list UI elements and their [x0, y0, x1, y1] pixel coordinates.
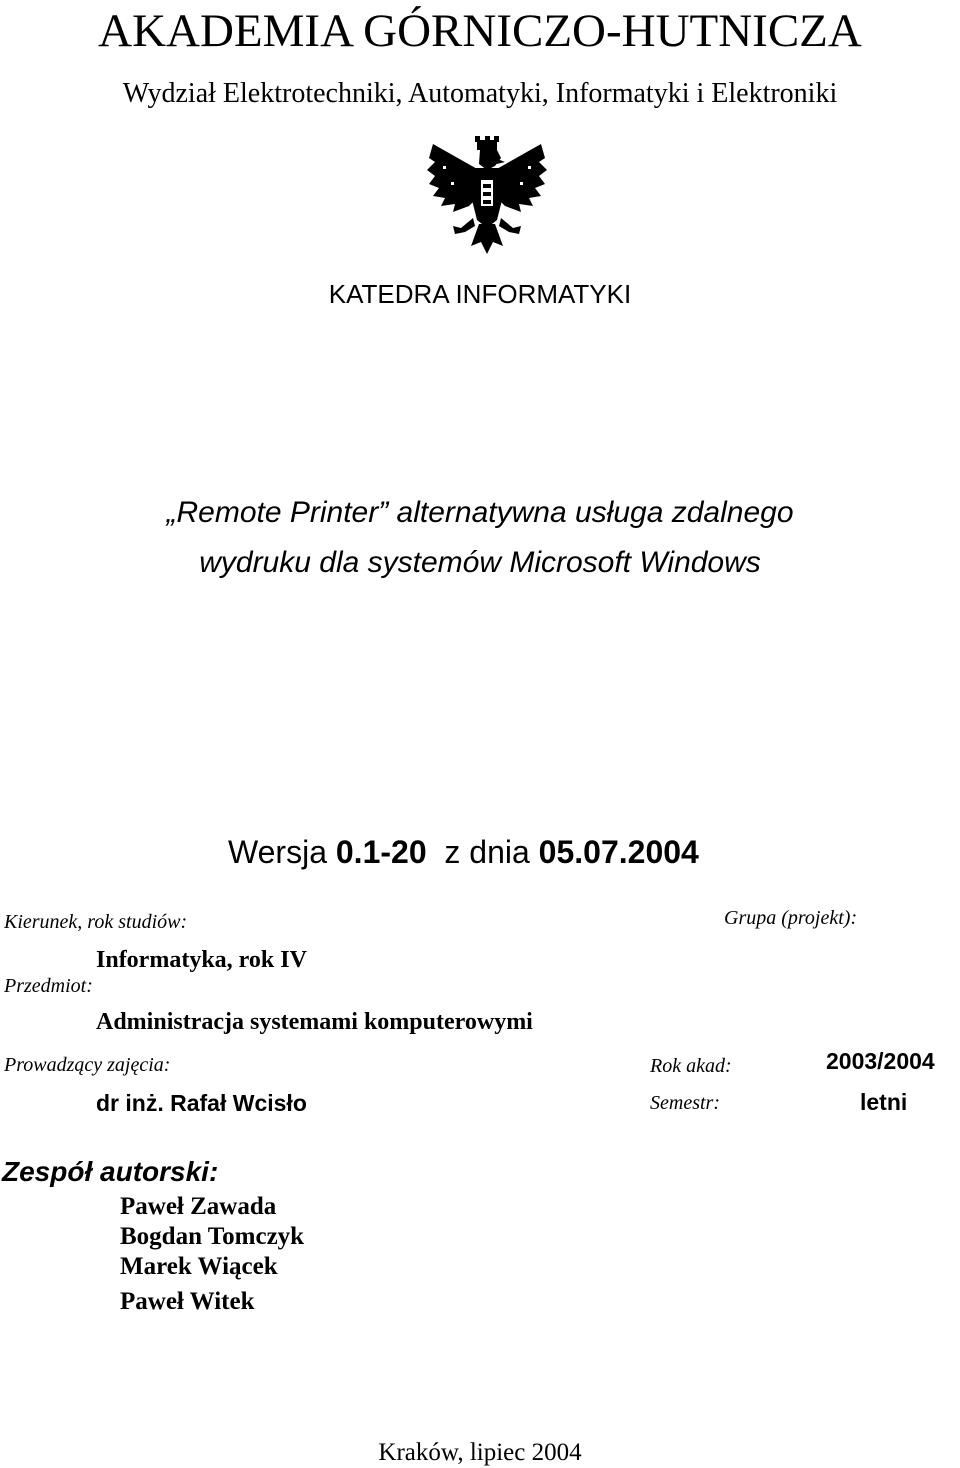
- instructor-value: dr inż. Rafał Wcisło: [96, 1090, 307, 1116]
- version-date: 05.07.2004: [538, 834, 699, 870]
- version-date-prefix: z dnia: [444, 834, 530, 870]
- place-and-date: Kraków, lipiec 2004: [378, 1439, 582, 1466]
- eagle-emblem-icon: [425, 136, 549, 256]
- field-of-study-label: Kierunek, rok studiów:: [4, 911, 188, 933]
- instructor-label: Prowadzący zajęcia:: [4, 1054, 171, 1076]
- academic-year-label: Rok akad:: [650, 1055, 732, 1077]
- semester-label: Semestr:: [650, 1092, 720, 1114]
- author-name: Bogdan Tomczyk: [120, 1223, 305, 1250]
- author-name: Marek Wiącek: [120, 1253, 278, 1280]
- document-title-line-1: „Remote Printer” alternatywna usługa zdalnego: [166, 496, 794, 529]
- subject-label: Przedmiot:: [4, 975, 93, 997]
- semester-value: letni: [860, 1089, 908, 1115]
- document-title: [0, 488, 960, 588]
- department-name: KATEDRA INFORMATYKI: [328, 279, 632, 309]
- version-number: 0.1-20: [335, 834, 427, 870]
- group-label: Grupa (projekt):: [724, 907, 858, 929]
- field-of-study-value: Informatyka, rok IV: [96, 947, 307, 973]
- document-title-line-2: wydruku dla systemów Microsoft Windows: [199, 546, 761, 579]
- subject-value: Administracja systemami komputerowymi: [96, 1009, 533, 1035]
- academic-year-value: 2003/2004: [826, 1048, 935, 1074]
- faculty-name: Wydział Elektrotechniki, Automatyki, Informatyki i Elektroniki: [122, 78, 838, 109]
- version-line: [228, 836, 699, 868]
- version-prefix: Wersja: [228, 834, 327, 870]
- author-name: Paweł Zawada: [120, 1193, 277, 1220]
- university-name: AKADEMIA GÓRNICZO-HUTNICZA: [98, 5, 862, 57]
- author-name: Paweł Witek: [120, 1288, 255, 1315]
- authors-heading: Zespół autorski:: [2, 1156, 219, 1187]
